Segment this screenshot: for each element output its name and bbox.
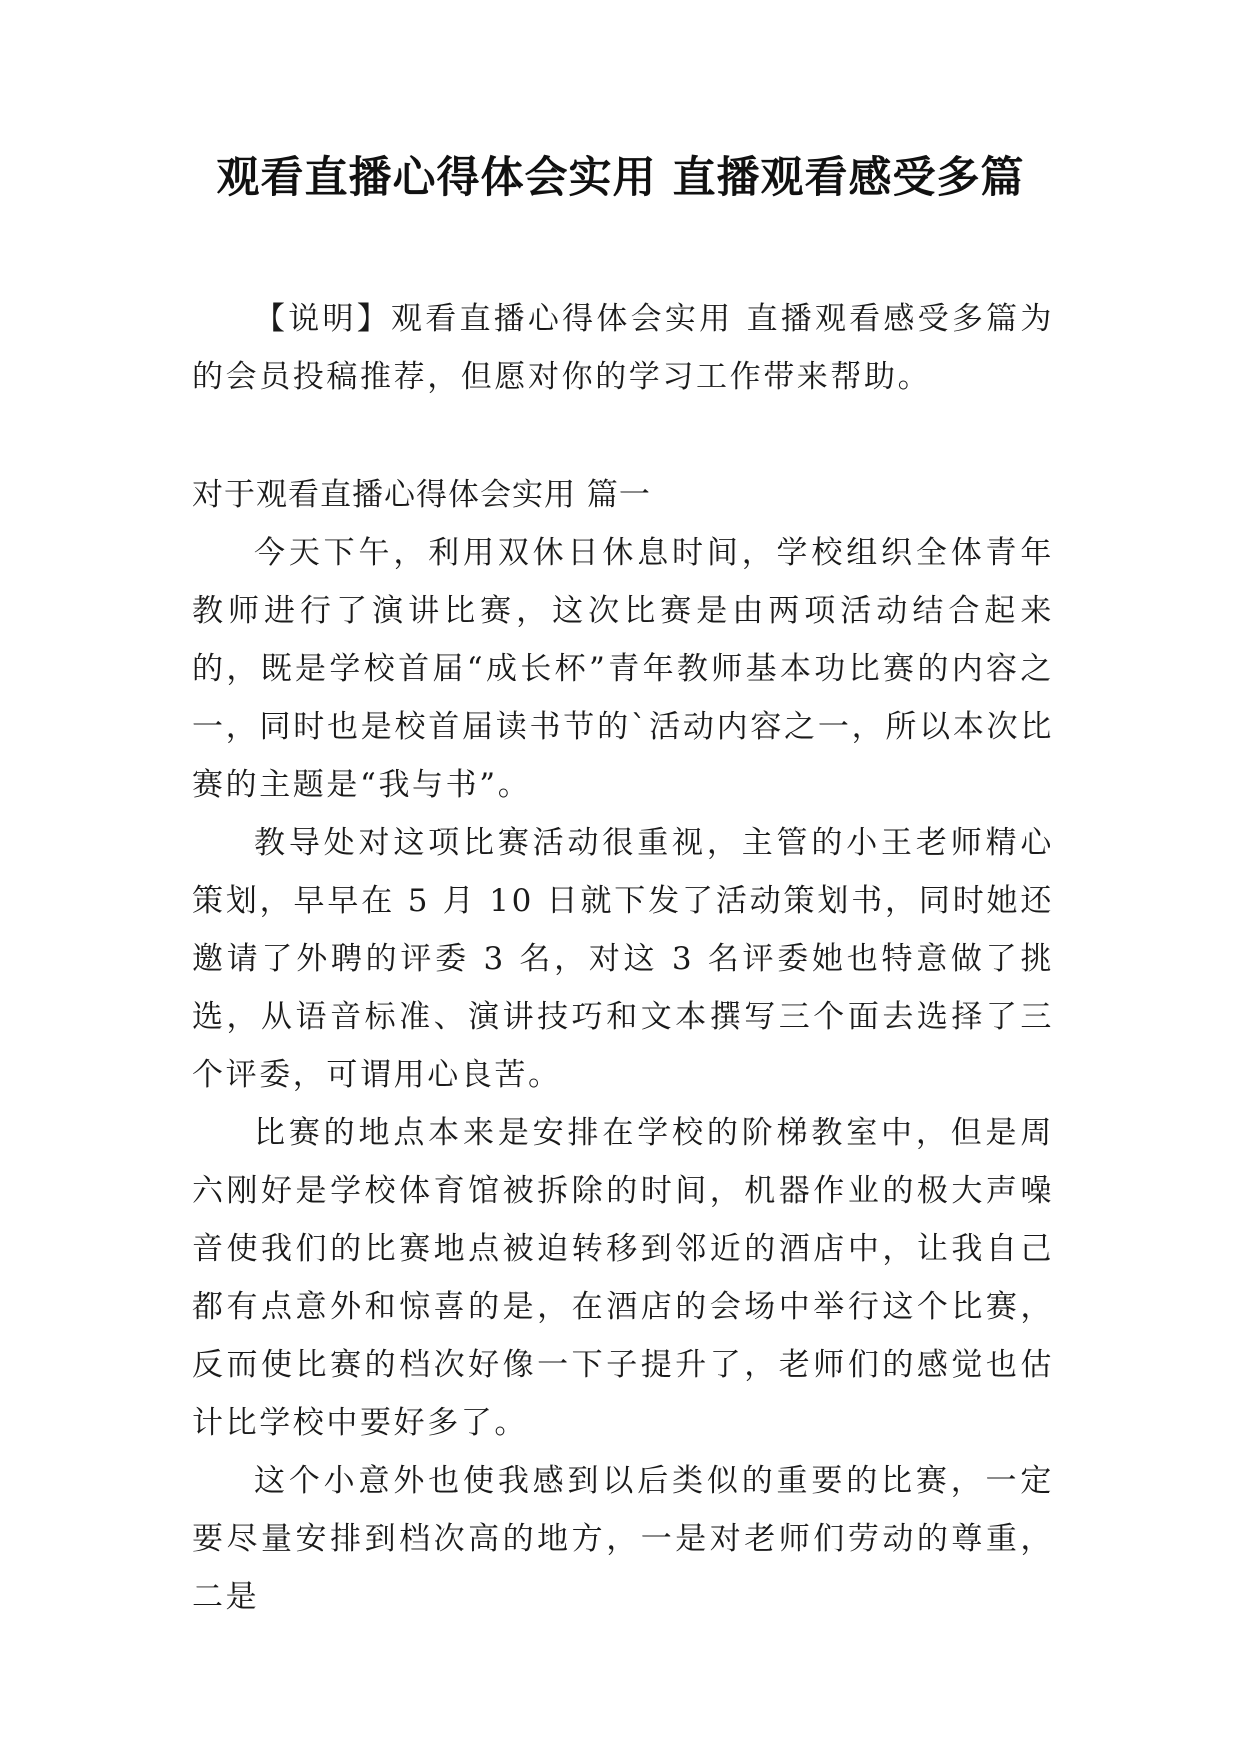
body-paragraph: 比赛的地点本来是安排在学校的阶梯教室中，但是周六刚好是学校体育馆被拆除的时间，机器作业的极大声噪音使我们的比赛地点被迫转移到邻近的酒店中，让我自己都有点意外和惊喜的是，在酒店的会场中举行这个比赛，反而使比赛的档次好像一下子提升了，老师们的感觉也估计比学校中要好多了。 [192,1115,1054,1441]
body-paragraph: 这个小意外也使我感到以后类似的重要的比赛，一定要尽量安排到档次高的地方，一是对老师们劳动的尊重，二是 [192,1463,1054,1615]
document-title: 观看直播心得体会实用 直播观看感受多篇 [216,153,1025,203]
intro-paragraph: 【说明】观看直播心得体会实用 直播观看感受多篇为的会员投稿推荐，但愿对你的学习工作带来帮助。 [192,301,1054,395]
section-heading: 对于观看直播心得体会实用 篇一 [192,477,651,513]
body-paragraph: 今天下午，利用双休日休息时间，学校组织全体青年教师进行了演讲比赛，这次比赛是由两项活动结合起来的，既是学校首届“成长杯”青年教师基本功比赛的内容之一，同时也是校首届读书节的`活动内容之一，所以本次比赛的主题是“我与书”。 [192,535,1054,803]
body-paragraph: 教导处对这项比赛活动很重视，主管的小王老师精心策划，早早在 5 月 10 日就下发了活动策划书，同时她还邀请了外聘的评委 3 名，对这 3 名评委她也特意做了挑选，从语音标准、演讲技巧和文本撰写三个面去选择了三个评委，可谓用心良苦。 [192,825,1054,1093]
document-body [192,290,1054,1626]
